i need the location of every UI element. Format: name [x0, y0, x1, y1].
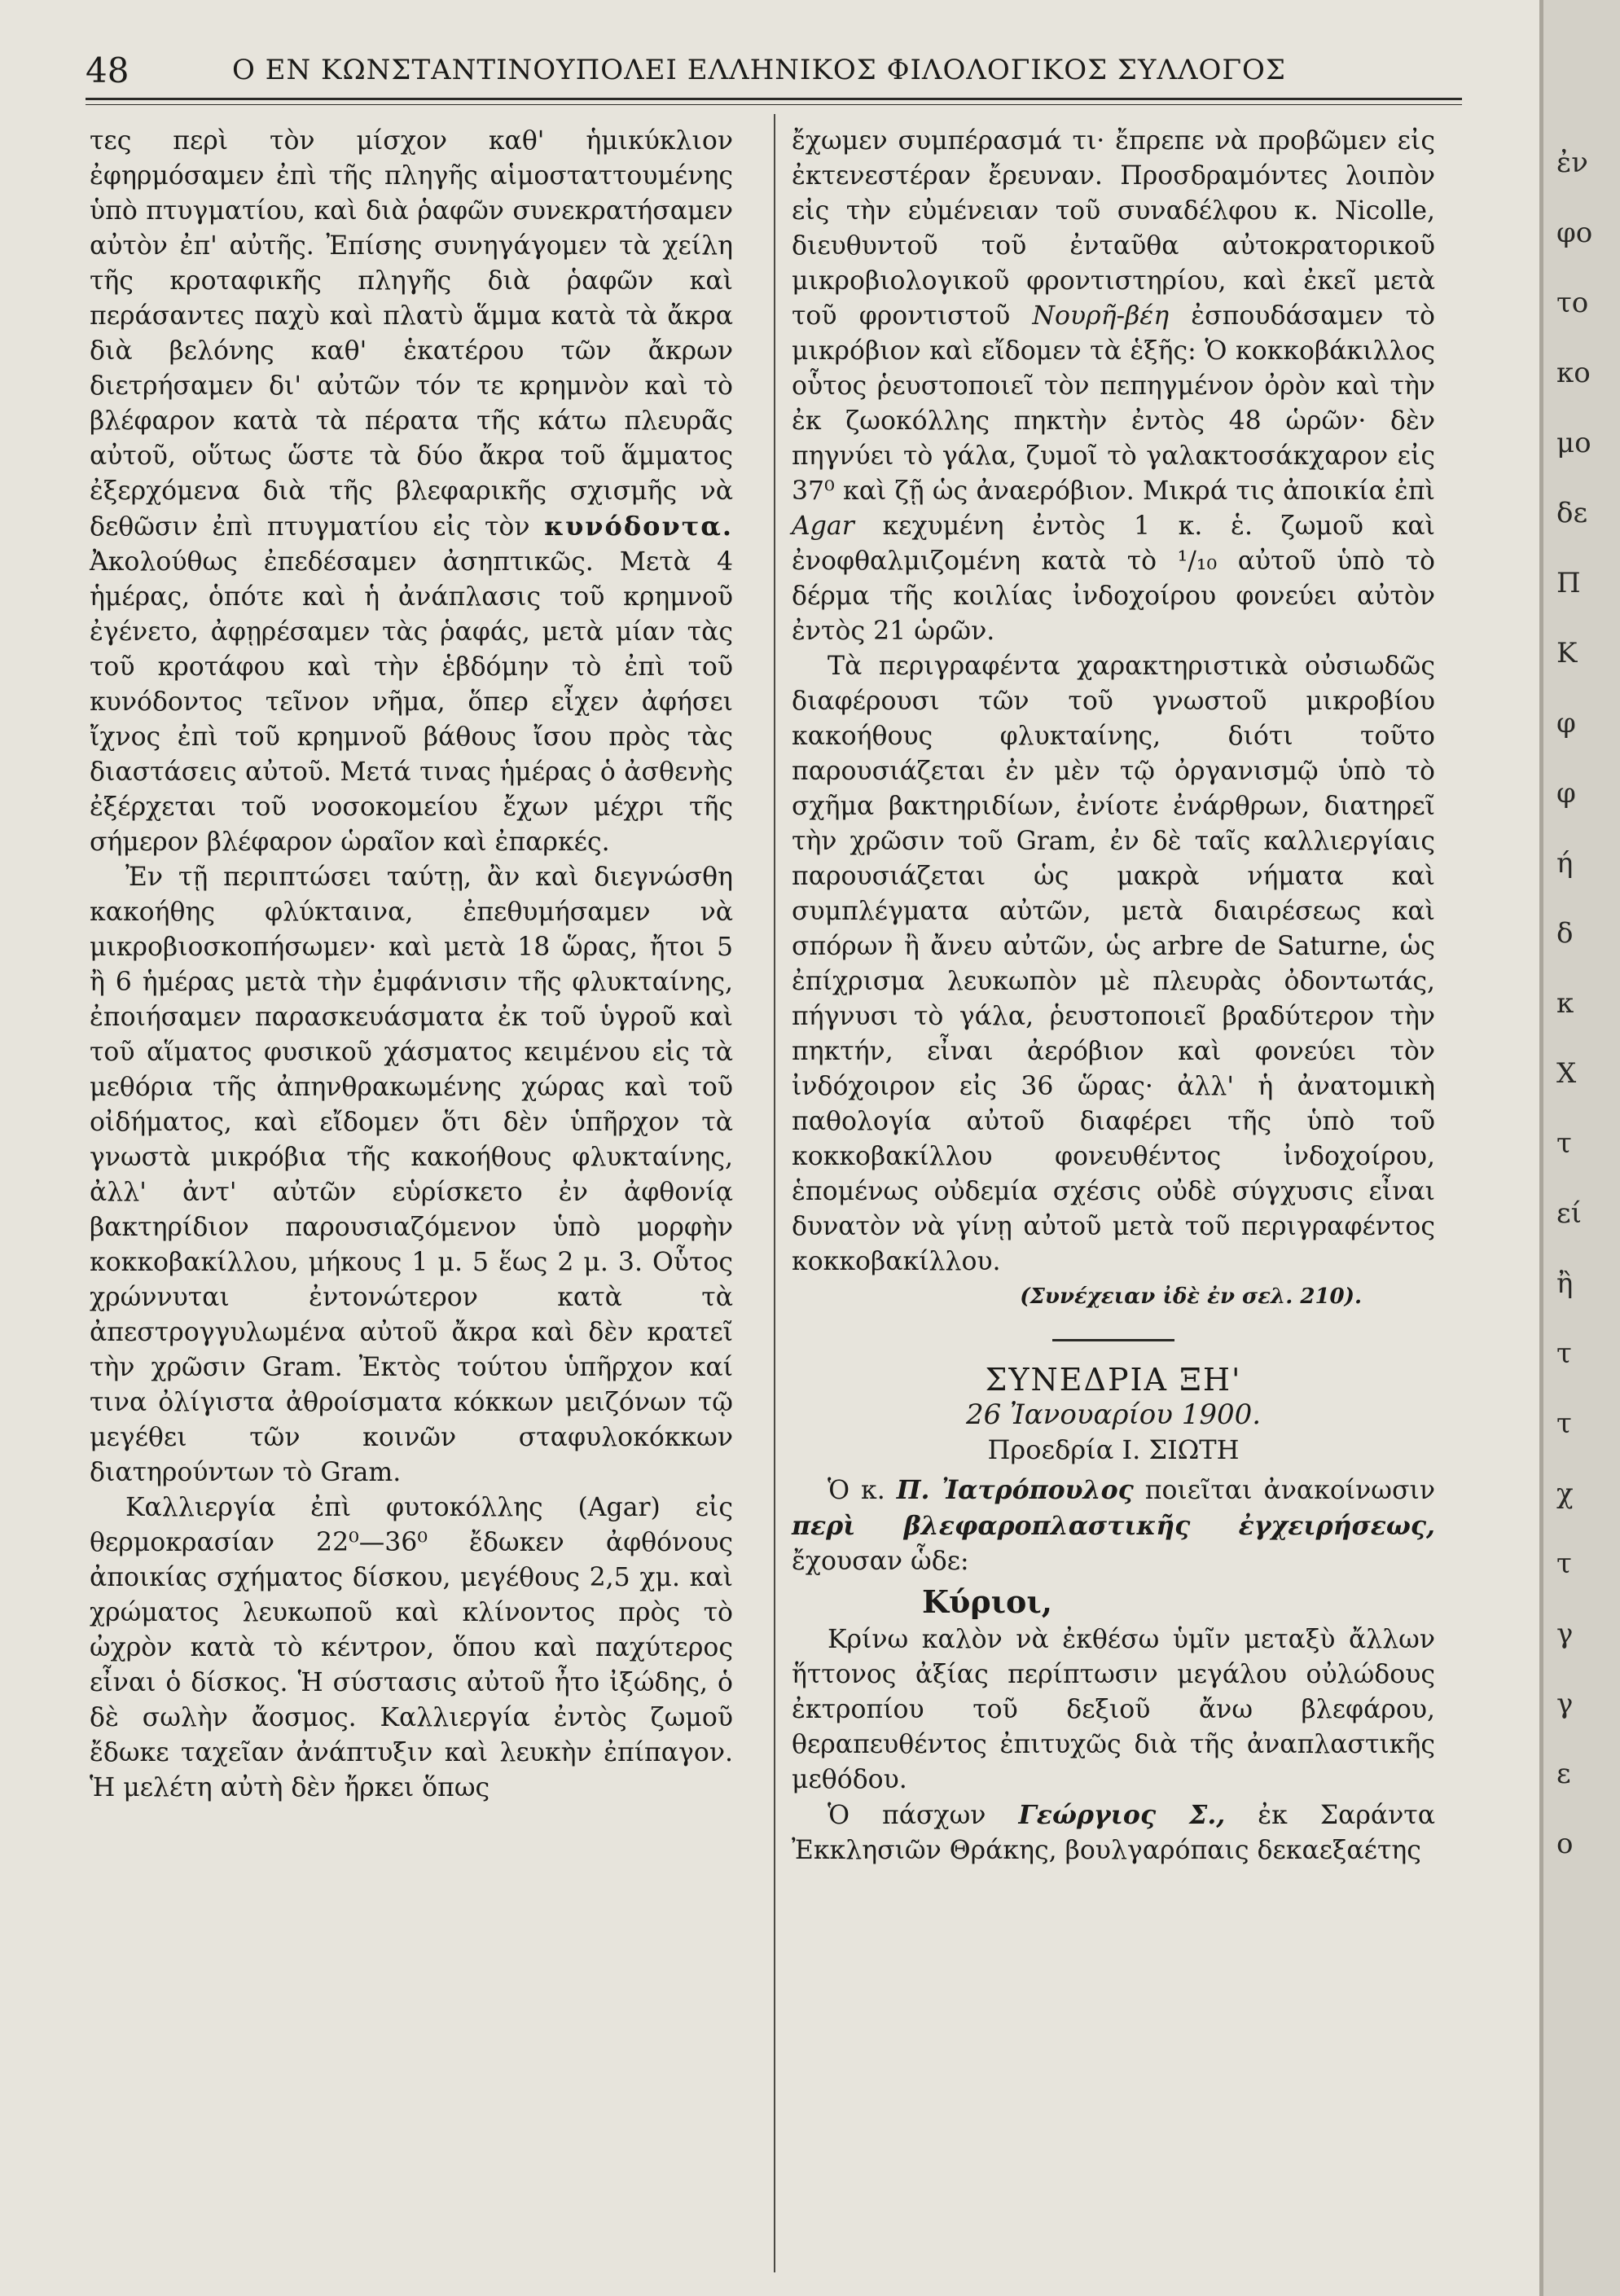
header-rule-thin — [86, 104, 1462, 105]
column-divider — [774, 114, 775, 2272]
edge-fragment: φ — [1556, 777, 1576, 810]
person-name: Νουρῆ-βέη — [1032, 301, 1170, 331]
left-paragraph-3: Καλλιεργία ἐπὶ φυτοκόλλης (Agar) εἰς θερμοκρασίαν 22⁰—36⁰ ἔδωκεν ἀφθόνους ἀποικίας σχήματος δίσκου, μεγέθους 2,5 χμ. καὶ χρώματος λευκωποῦ καὶ κλίνοντος πρὸς τὸ ὠχρὸν κατὰ τὸ κέντρον, ὅπου καὶ παχύτερος εἶναι ὁ δίσκος. Ἡ σύστασις αὐτοῦ ἦτο ἰξώδης, ὁ δὲ σωλὴν ἄοσμος. Καλλιεργία ἐντὸς ζωμοῦ ἔδωκε ταχεῖαν ἀνάπτυξιν καὶ λευκὴν ἐπίπαγον. Ἡ μελέτη αὐτὴ δὲν ἤρκει ὅπως — [90, 1493, 733, 1802]
edge-fragment: το — [1556, 287, 1589, 319]
page-header — [86, 50, 1286, 94]
edge-fragment: κ — [1556, 987, 1574, 1020]
edge-fragment: γ — [1556, 1688, 1574, 1720]
edge-fragment: ή — [1556, 847, 1574, 880]
edge-fragment: ἐν — [1556, 147, 1588, 179]
emphasized-word: κυνόδοντα. — [544, 511, 734, 542]
edge-fragment: ἢ — [1556, 1267, 1574, 1300]
edge-fragment: Π — [1556, 567, 1581, 599]
lecture-topic: περὶ βλεφαροπλαστικῆς ἐγχειρήσεως, — [792, 1511, 1435, 1541]
edge-fragment: ο — [1556, 1828, 1574, 1860]
edge-fragment: δ — [1556, 917, 1574, 950]
page-number: 48 — [86, 50, 130, 90]
speaker-name: Π. Ἰατρόπουλος — [896, 1475, 1134, 1505]
edge-fragment: κο — [1556, 357, 1591, 389]
agar-term: Agar — [792, 511, 854, 541]
edge-fragment: μο — [1556, 427, 1591, 459]
edge-fragment: τ — [1556, 1337, 1572, 1370]
session-date: 26 Ἰανουαρίου 1900. — [965, 1398, 1262, 1431]
session-chair: Προεδρία Ι. ΣΙΩΤΗ — [987, 1434, 1240, 1465]
right-paragraph-2: Τὰ περιγραφέντα χαρακτηριστικὰ οὐσιωδῶς διαφέρουσι τῶν τοῦ γνωστοῦ μικροβίου κακοήθους φλυκταίνης, διότι τοῦτο παρουσιάζεται ἐν μὲν τῷ ὀργανισμῷ ὑπὸ τὸ σχῆμα βακτηριδίων, ἐνίοτε ἐνάρθρων, διατηρεῖ τὴν χρῶσιν τοῦ Gram, ἐν δὲ ταῖς καλλιεργίαις παρουσιάζεται ὡς μακρὰ νήματα καὶ συμπλέγματα αὐτῶν, μετὰ διαιρέσεως καὶ σπόρων ἢ ἄνευ αὐτῶν, ὡς arbre de Saturne, ὡς ἐπίχρισμα λευκωπὸν μὲ πλευρὰς ὀδοντωτάς, πήγνυσι τὸ γάλα, ῥευστοποιεῖ βραδύτερον τὴν πηκτήν, εἶναι ἀερόβιον καὶ φονεύει τὸν ἰνδόχοιρον εἰς 36 ὥρας· ἀλλ' ἡ ἀνατομικὴ παθολογία αὐτοῦ διαφέρει τῆς ὑπὸ τοῦ κοκκοβακίλλου φονευθέντος ἰνδοχοίρου, ἑπομένως οὐδεμία σχέσις οὐδὲ σύγχυσις εἶναι δυνατὸν νὰ γίνῃ αὐτοῦ μετὰ τοῦ περιγραφέντος κοκκοβακίλλου. — [792, 652, 1435, 1276]
edge-fragment: ε — [1556, 1758, 1571, 1790]
left-paragraph-1: τες περὶ τὸν μίσχον καθ' ἡμικύκλιον ἐφηρμόσαμεν ἐπὶ τῆς πληγῆς αἱμοσταττουμένης ὑπὸ πτυγματίου, καὶ διὰ ῥαφῶν συνεκρατήσαμεν αὐτὸν ἐπ' αὐτῆς. Ἐπίσης συνηγάγομεν τὰ χείλη τῆς κροταφικῆς πληγῆς διὰ ῥαφῶν καὶ περάσαντες παχὺ καὶ πλατὺ ἅμμα κατὰ τὰ ἄκρα διὰ βελόνης καθ' ἑκατέρου τῶν ἄκρων διετρήσαμεν δι' αὐτῶν τόν τε κρημνὸν καὶ τὸ βλέφαρον κατὰ τὰ πέρατα τῆς κάτω πλευρᾶς αὐτοῦ, οὕτως ὥστε τὰ δύο ἄκρα τοῦ ἅμματος ἐξερχόμενα διὰ τῆς βλεφαρικῆς σχισμῆς νὰ δεθῶσιν ἐπὶ πτυγματίου εἰς τὸν κυνόδοντα. Ἀκολούθως ἐπεδέσαμεν ἀσηπτικῶς. Μετὰ 4 ἡμέρας, ὁπότε καὶ ἡ ἀνάπλασις τοῦ κρημνοῦ ἐγένετο, ἀφῃρέσαμεν τὰς ῥαφάς, μετὰ μίαν τὰς τοῦ κροτάφου καὶ τὴν ἑβδόμην τὸ ἐπὶ τοῦ κυνόδοντος τεῖνον νῆμα, ὅπερ εἶχεν ἀφήσει ἴχνος ἐπὶ τοῦ κρημνοῦ βάθους ἴσου πρὸς τὰς διαστάσεις αὐτοῦ. Μετά τινας ἡμέρας ὁ ἀσθενὴς ἐξέρχεται τοῦ νοσοκομείου ἔχων μέχρι τῆς σήμερον βλέφαρον ὡραῖον καὶ ἐπαρκές. — [90, 126, 734, 857]
right-paragraph-3: Ὁ κ. Π. Ἰατρόπουλος ποιεῖται ἀνακοίνωσιν περὶ βλεφαροπλαστικῆς ἐγχειρήσεως, ἔχουσαν ὧδε: — [792, 1475, 1435, 1576]
edge-fragment: Χ — [1556, 1057, 1577, 1090]
right-paragraph-5: Ὁ πάσχων Γεώργιος Σ., ἐκ Σαράντα Ἐκκλησιῶν Θράκης, βουλγαρόπαις δεκαεξαέτης — [792, 1800, 1435, 1865]
left-paragraph-2: Ἐν τῇ περιπτώσει ταύτῃ, ἂν καὶ διεγνώσθη κακοήθης φλύκταινα, ἐπεθυμήσαμεν νὰ μικροβιοσκοπήσωμεν· καὶ μετὰ 18 ὥρας, ἤτοι 5 ἢ 6 ἡμέρας μετὰ τὴν ἐμφάνισιν τῆς φλυκταίνης, ἐποιήσαμεν παρασκευάσματα ἐκ τοῦ ὑγροῦ καὶ τοῦ αἵματος φυσικοῦ χάσματος κειμένου εἰς τὰ μεθόρια τῆς ἀπηνθρακωμένης χώρας καὶ τοῦ οἰδήματος, καὶ εἴδομεν ὅτι δὲν ὑπῆρχον τὰ γνωστὰ μικρόβια τῆς κακοήθους φλυκταίνης, ἀλλ' ἀντ' αὐτῶν εὑρίσκετο ἐν ἀφθονίᾳ βακτηρίδιον παρουσιαζόμενον ὑπὸ μορφὴν κοκκοβακίλλου, μήκους 1 μ. 5 ἕως 2 μ. 3. Οὗτος χρώννυται ἐντονώτερον κατὰ τὰ ἀπεστρογγυλωμένα αὐτοῦ ἄκρα καὶ δὲν κρατεῖ τὴν χρῶσιν Gram. Ἐκτὸς τούτου ὑπῆρχον καί τινα ὀλίγιστα ἀθροίσματα κόκκων μειζόνων τῷ μεγέθει τῶν κοινῶν σταφυλοκόκκων διατηρούντων τὸ Gram. — [90, 863, 733, 1487]
patient-name: Γεώργιος Σ., — [1018, 1800, 1226, 1830]
continued-note: (Συνέχειαν ἰδὲ ἐν σελ. 210). — [1020, 1284, 1362, 1309]
right-paragraph-4: Κρίνω καλὸν νὰ ἐκθέσω ὑμῖν μεταξὺ ἄλλων ἥττονος ἀξίας περίπτωσιν μεγάλου οὐλώδους ἐκτροπίου τοῦ δεξιοῦ ἄνω βλεφάρου, θεραπευθέντος ἐπιτυχῶς διὰ τῆς ἀναπλαστικῆς μεθόδου. — [792, 1625, 1435, 1794]
left-column — [90, 124, 733, 1806]
section-rule — [1052, 1339, 1174, 1341]
edge-fragment: τ — [1556, 1127, 1572, 1160]
running-title: Ο ΕΝ ΚΩΝΣΤΑΝΤΙΝΟΥΠΟΛΕΙ ΕΛΛΗΝΙΚΟΣ ΦΙΛΟΛΟΓΙΚΟΣ ΣΥΛΛΟΓΟΣ — [232, 54, 1286, 86]
header-rule — [86, 98, 1462, 100]
edge-fragment: φο — [1556, 217, 1593, 249]
edge-fragment: τ — [1556, 1547, 1572, 1580]
facing-page-edge — [1539, 0, 1620, 2296]
right-paragraph-1: ἔχωμεν συμπέρασμά τι· ἔπρεπε νὰ προβῶμεν εἰς ἐκτενεστέραν ἔρευναν. Προσδραμόντες λοιπὸν εἰς τὴν εὐμένειαν τοῦ συναδέλφου κ. Nicolle, διευθυντοῦ τοῦ ἐνταῦθα αὐτοκρατορικοῦ μικροβιολογικοῦ φροντιστηρίου, καὶ ἐκεῖ μετὰ τοῦ φροντιστοῦ Νουρῆ-βέη ἐσπουδάσαμεν τὸ μικρόβιον καὶ εἴδομεν τὰ ἑξῆς: Ὁ κοκκοβάκιλλος οὗτος ῥευστοποιεῖ τὸν πεπηγμένον ὀρὸν καὶ τὴν ἐκ ζωοκόλλης πηκτὴν ἐντὸς 48 ὡρῶν· δὲν πηγνύει τὸ γάλα, ζυμοῖ τὸ γαλακτοσάκχαρον εἰς 37⁰ καὶ ζῇ ὡς ἀναερόβιον. Μικρά τις ἀποικία ἐπὶ Agar κεχυμένη ἐντὸς 1 κ. ἑ. ζωμοῦ καὶ ἐνοφθαλμιζομένη κατὰ τὸ ¹/₁₀ αὐτοῦ ὑπὸ τὸ δέρμα τῆς κοιλίας ἰνδοχοίρου φονεύει αὐτὸν ἐντὸς 21 ὡρῶν. — [792, 126, 1435, 646]
edge-fragment: γ — [1556, 1618, 1574, 1650]
edge-fragment: χ — [1556, 1477, 1574, 1510]
edge-fragment: εί — [1556, 1197, 1582, 1230]
salutation: Κύριοι, — [922, 1583, 1053, 1620]
session-title: ΣΥΝΕΔΡΙΑ ΞΗ' — [985, 1362, 1242, 1398]
edge-fragment: φ — [1556, 707, 1576, 740]
edge-fragment: τ — [1556, 1407, 1572, 1440]
right-column — [792, 124, 1435, 1868]
edge-fragment: Κ — [1556, 637, 1578, 669]
edge-fragment: δε — [1556, 497, 1588, 529]
